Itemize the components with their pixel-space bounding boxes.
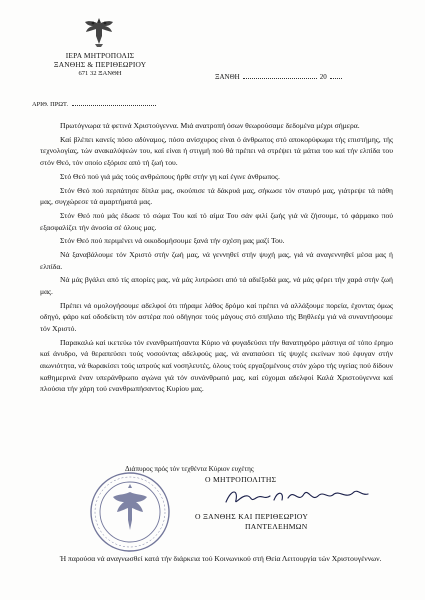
protocol-label: ΑΡΙΘ. ΠΡΩΤ. xyxy=(32,101,69,108)
paragraph: Στόν Θεό πού περιμένει νά οικοδομήσουμε ξανά τήν σχέση μας μαζί Του. xyxy=(60,236,285,246)
year-dotted-field xyxy=(330,78,342,79)
date-line xyxy=(215,73,342,81)
paragraph: Πρωτόγνωρα τά φετινά Χριστούγεννα. Μιά ανατροπή όσων θεωρούσαμε δεδομένα μέχρι σήμερα. xyxy=(60,121,360,130)
paragraph: Στόν Θεό πού περπάτησε δίπλα μας, σκούπισε τά δάκρυά μας, σήκωσε τόν σταυρό μας, γιάτρεψε τά πάθη μας, συγχώρεσε τά αμαρτήματά μας. xyxy=(40,185,393,207)
handwritten-signature xyxy=(222,484,372,508)
letter-body xyxy=(40,120,393,397)
closing-note xyxy=(40,553,393,564)
protocol-line xyxy=(32,101,156,108)
paragraph: Παρακαλώ καί ικετεύω τόν ενανθρωπήσαντα Κύριο νά φυγαδεύσει τήν θανατηφόρο μάστιγα σέ τόπο έρημο καί άνυδρο, νά θεραπεύσει τούς νοσούντας αδελφούς μας, νά αναπαύσει τίς ψυχές εκείνων πού έφυγαν στήν αιωνιότητα, νά θωρακίσει τούς ιατρούς καί νοσηλευτές, όλους τούς εργαζομένους στόν χώρο τής υγείας πού δίδουν καθημερινά έναν υπεράνθρωπο αγώνα γιά τόν συνάνθρωπό μας, καί εύχομαι αδελφοί Καλά Χριστούγεννα καί πλούσια τήν χάρη τού ενανθρωπήσαντος Κυρίου μας. xyxy=(40,337,393,394)
protocol-dotted-field xyxy=(72,105,156,106)
date-year: 20 xyxy=(319,73,327,81)
signature-title: Ο ΜΗΤΡΟΠΟΛΙΤΗΣ xyxy=(205,475,277,484)
letterhead-line-1: ΙΕΡΑ ΜΗΤΡΟΠΟΛΙΣ xyxy=(65,51,135,60)
paragraph: Καί βλέπει κανείς πόσο αδύναμος, πόσο ανίσχυρος είναι ό άνθρωπος στό αποκορύφωμα τής επιστήμης, τής τεχνολογίας, τών ανακαλύψεών του, καί είναι ή στιγμή πού θά πρέπει νά στρέψει τά μάτια του καί τήν ελπίδα του στόν Θεό, τόν οποίο εξόρισε από τή ζωή του. xyxy=(40,134,393,167)
metropolis-seal-stamp xyxy=(88,470,172,554)
double-headed-eagle-emblem xyxy=(81,14,117,50)
paragraph: Πρέπει νά ομολογήσουμε αδελφοί ότι πήραμε λάθος δρόμο καί πρέπει νά αλλάξουμε πορεία, έχοντας όμως οδηγό, φάρο καί οδοδείκτη τόν αστέρα πού οδήγησε τούς μάγους στό σπήλαιο τής Βηθλεέμ γιά νά συναντήσουμε τόν Χριστό. xyxy=(40,300,393,333)
date-label: ΞΑΝΘΗ xyxy=(215,73,240,81)
signature-name: ΠΑΝΤΕΛΕΗΜΩΝ xyxy=(245,522,308,531)
paragraph: Στό Θεό πού γιά μάς τούς ανθρώπους ήρθε στήν γη καί έγινε άνθρωπος. xyxy=(60,171,280,181)
signature-intro: Διάπυρος πρός τόν τεχθέντα Κύριον ευχέτης xyxy=(125,465,254,473)
letterhead-line-2: ΞΑΝΘΗΣ & ΠΕΡΙΘΕΩΡΙΟΥ xyxy=(53,60,147,69)
signature-see: Ο ΞΑΝΘΗΣ ΚΑΙ ΠΕΡΙΘΕΩΡΙΟΥ xyxy=(195,512,309,521)
closing-paragraph: Ή παρούσα νά αναγνωσθεί κατά τήν διάρκεια τού Κοινωνικού στή Θεία Λειτουργία τών Χριστουγέννων. xyxy=(60,554,382,563)
paragraph: Στόν Θεό πού μάς έδωσε τό σώμα Του καί τό αίμα Του σάν φιλί ζωής γιά νά ζήσουμε, τό φάρμακο πού εξασφαλίζει τήν άνοσία σέ όλους μας. xyxy=(40,210,393,232)
letterhead-line-3: 671 32 ΞΑΝΘΗ xyxy=(78,70,122,77)
date-dotted-field xyxy=(243,78,317,79)
paragraph: Νά μάς βγάλει από τίς απορίες μας, νά μάς λυτρώσει από τά αδιέξοδά μας, νά μάς φέρει τήν χαρά στήν ζωή μας. xyxy=(40,275,393,297)
paragraph: Νά ξαναβάλουμε τόν Χριστό στήν ζωή μας, νά γεννηθεί στήν ψυχή μας, γιά νά αναγεννηθεί μέσα μας ή ελπίδα. xyxy=(40,250,393,271)
